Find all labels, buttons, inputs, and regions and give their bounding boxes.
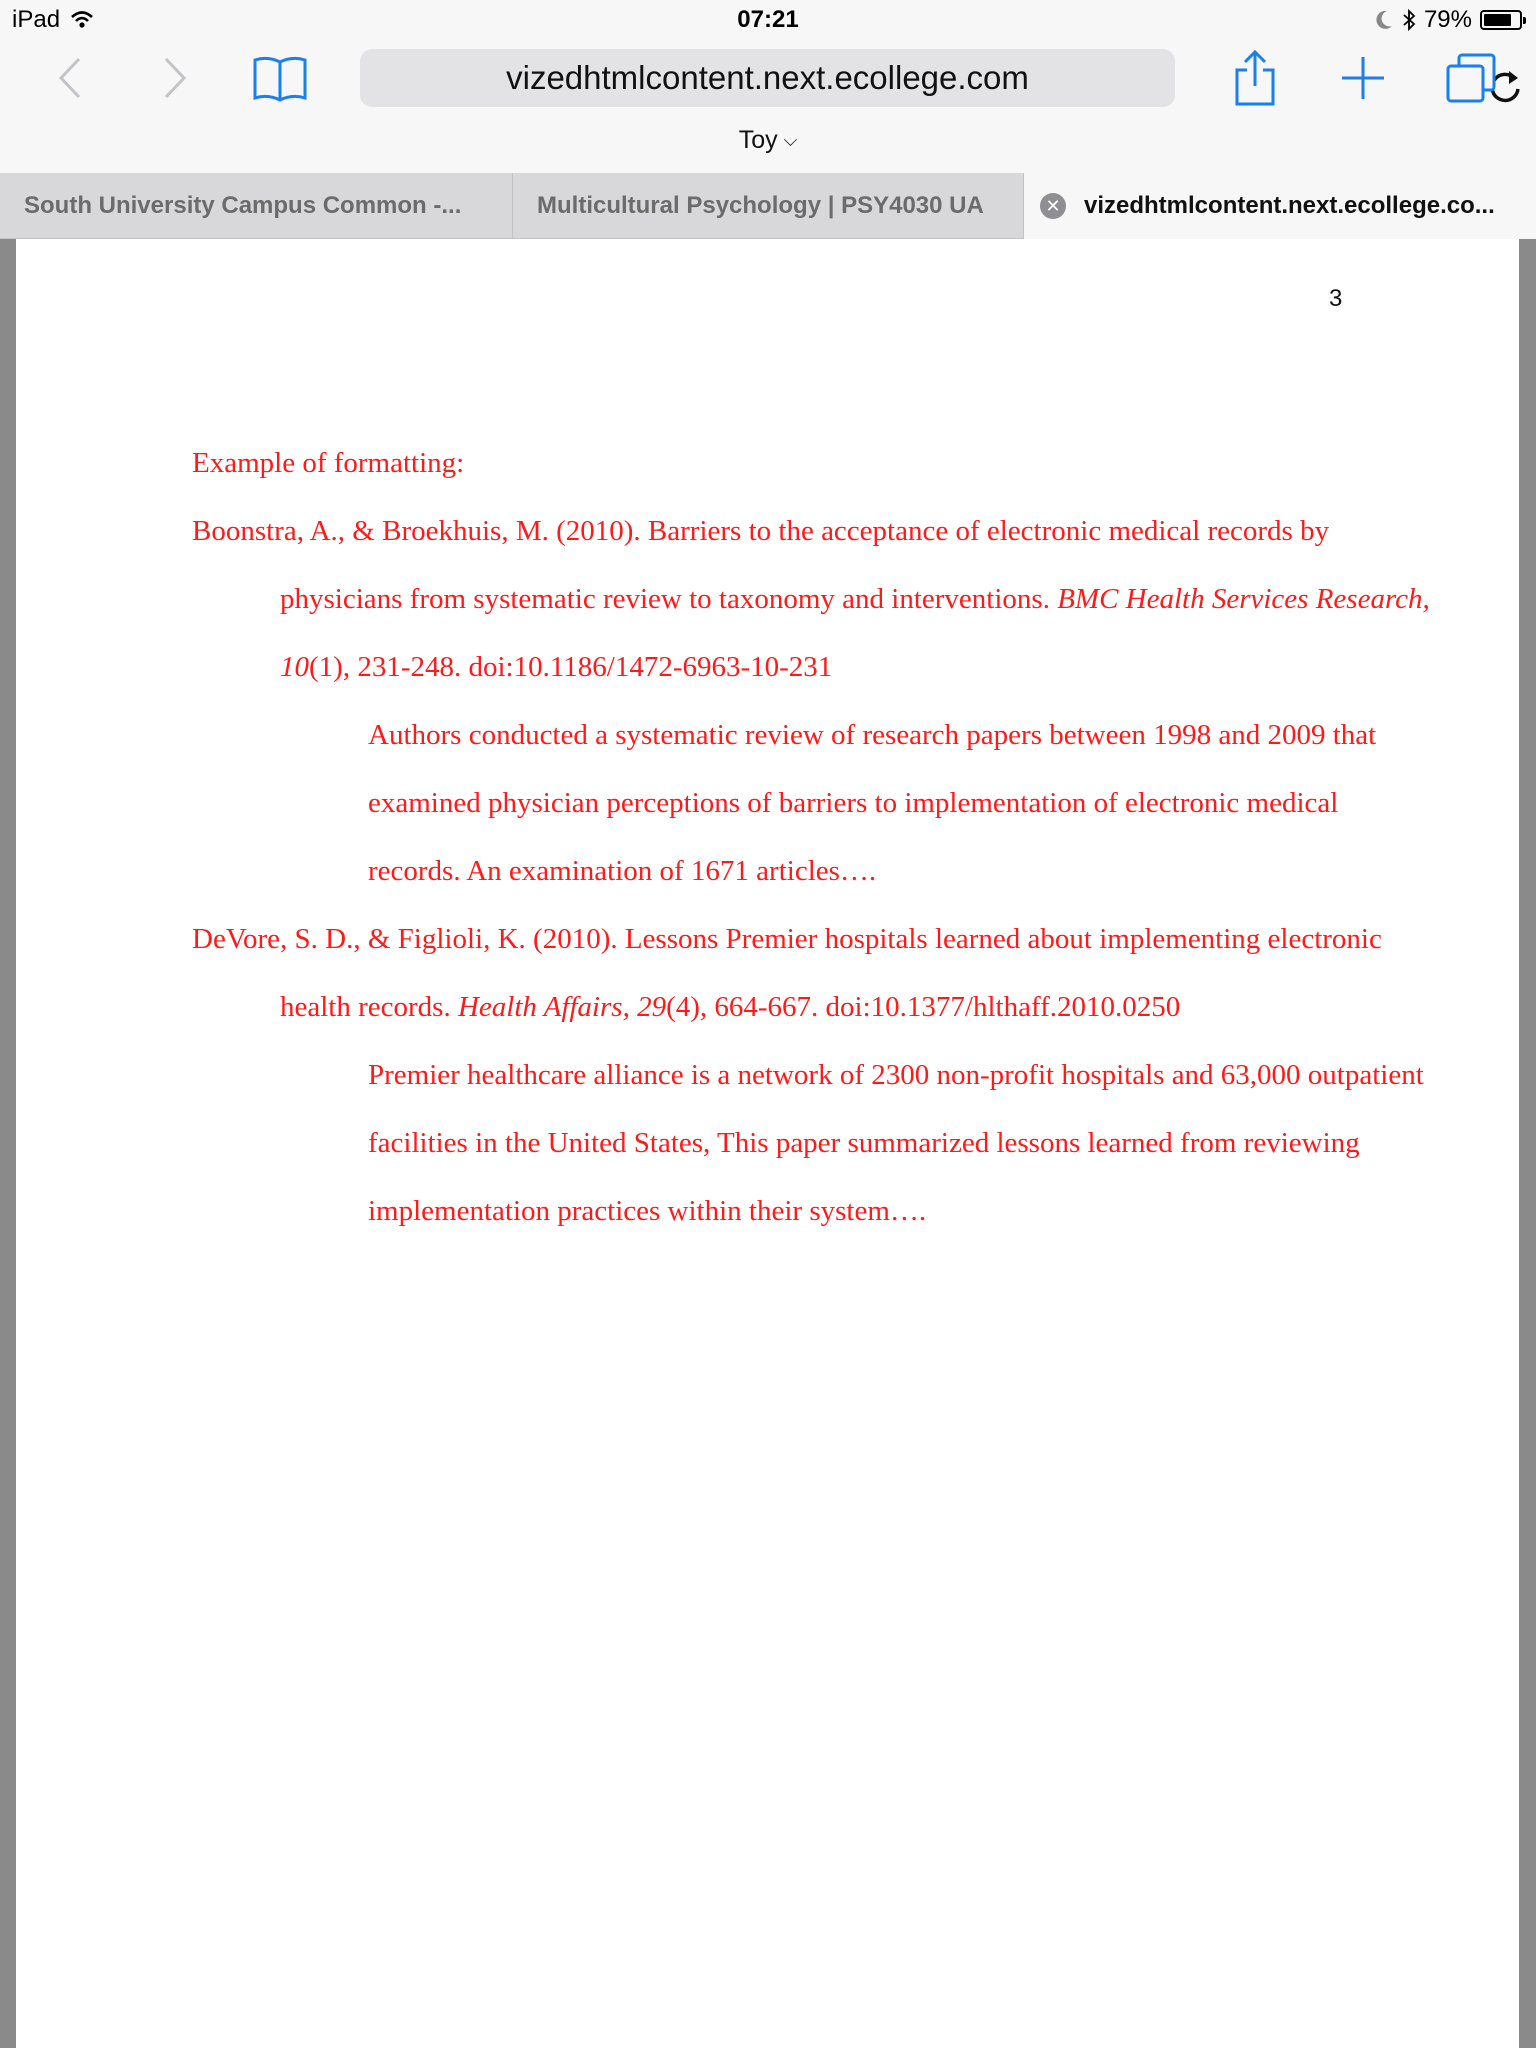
clock: 07:21 — [737, 6, 799, 33]
reference-journal: BMC Health Services Research, 10 — [280, 583, 1430, 683]
profile-selector[interactable] — [0, 126, 1536, 155]
reference-authors: Boonstra, A., & Broekhuis, M. (2010). Barriers to the acceptance of electronic medical records by physicians from systematic review to taxonomy and interventions. — [192, 515, 1330, 615]
battery-icon — [1480, 10, 1522, 30]
section-heading: Example of formatting: — [192, 447, 465, 479]
tab-bar — [0, 173, 1536, 239]
book-icon — [252, 54, 308, 102]
status-bar — [0, 0, 1536, 40]
chevron-left-icon — [58, 57, 82, 99]
reference-journal: Health Affairs, 29 — [457, 991, 667, 1023]
reference-authors: DeVore, S. D., & Figlioli, K. (2010). Lessons Premier hospitals learned about implementing electronic health records. — [192, 923, 1382, 1023]
chevron-right-icon — [163, 57, 187, 99]
battery-fill — [1484, 14, 1511, 26]
reference-details: (1), 231-248. doi:10.1186/1472-6963-10-231 — [309, 651, 833, 683]
moon-icon — [1374, 9, 1394, 31]
tabs-icon — [1445, 52, 1497, 104]
new-tab-button[interactable] — [1338, 52, 1388, 104]
reference-annotation: Premier healthcare alliance is a network of 2300 non-profit hospitals and 63,000 outpatient facilities in the United States, This paper summarized lessons learned from reviewing implementation practices within their system…. — [368, 1059, 1424, 1227]
address-bar[interactable] — [360, 49, 1175, 107]
tab-active-document[interactable] — [1024, 173, 1536, 239]
tab-label: Multicultural Psychology | PSY4030 UA — [537, 192, 984, 219]
document-page — [16, 239, 1519, 2048]
tab-campus-common[interactable] — [0, 173, 513, 239]
share-icon — [1233, 50, 1277, 106]
tab-multicultural-psychology[interactable] — [513, 173, 1024, 239]
forward-button[interactable] — [155, 56, 195, 100]
document-body — [192, 429, 1432, 1245]
close-icon[interactable]: ✕ — [1040, 193, 1066, 219]
reference-entry — [192, 905, 1432, 1041]
reference-details: (4), 664-667. doi:10.1377/hlthaff.2010.0250 — [666, 991, 1181, 1023]
browser-toolbar — [0, 40, 1536, 173]
reference-annotation: Authors conducted a systematic review of research papers between 1998 and 2009 that examined physician perceptions of barriers to implementation of electronic medical records. An examination of 1671 articles…. — [368, 719, 1377, 887]
battery-percent: 79% — [1423, 6, 1472, 33]
tabs-overview-button[interactable] — [1444, 50, 1498, 106]
share-button[interactable] — [1230, 48, 1280, 108]
tab-label: vizedhtmlcontent.next.ecollege.co... — [1084, 192, 1495, 219]
profile-label: Toy — [738, 126, 778, 154]
bookmarks-button[interactable] — [250, 52, 310, 104]
plus-icon — [1340, 55, 1386, 101]
page-number: 3 — [1329, 285, 1343, 312]
device-name: iPad — [12, 6, 61, 33]
tab-label: South University Campus Common -... — [24, 192, 462, 219]
chevron-down-icon: ⌵ — [783, 130, 798, 150]
bluetooth-icon — [1402, 8, 1416, 32]
reference-entry — [192, 497, 1432, 701]
url-text: vizedhtmlcontent.next.ecollege.com — [506, 59, 1029, 96]
back-button[interactable] — [50, 56, 90, 100]
